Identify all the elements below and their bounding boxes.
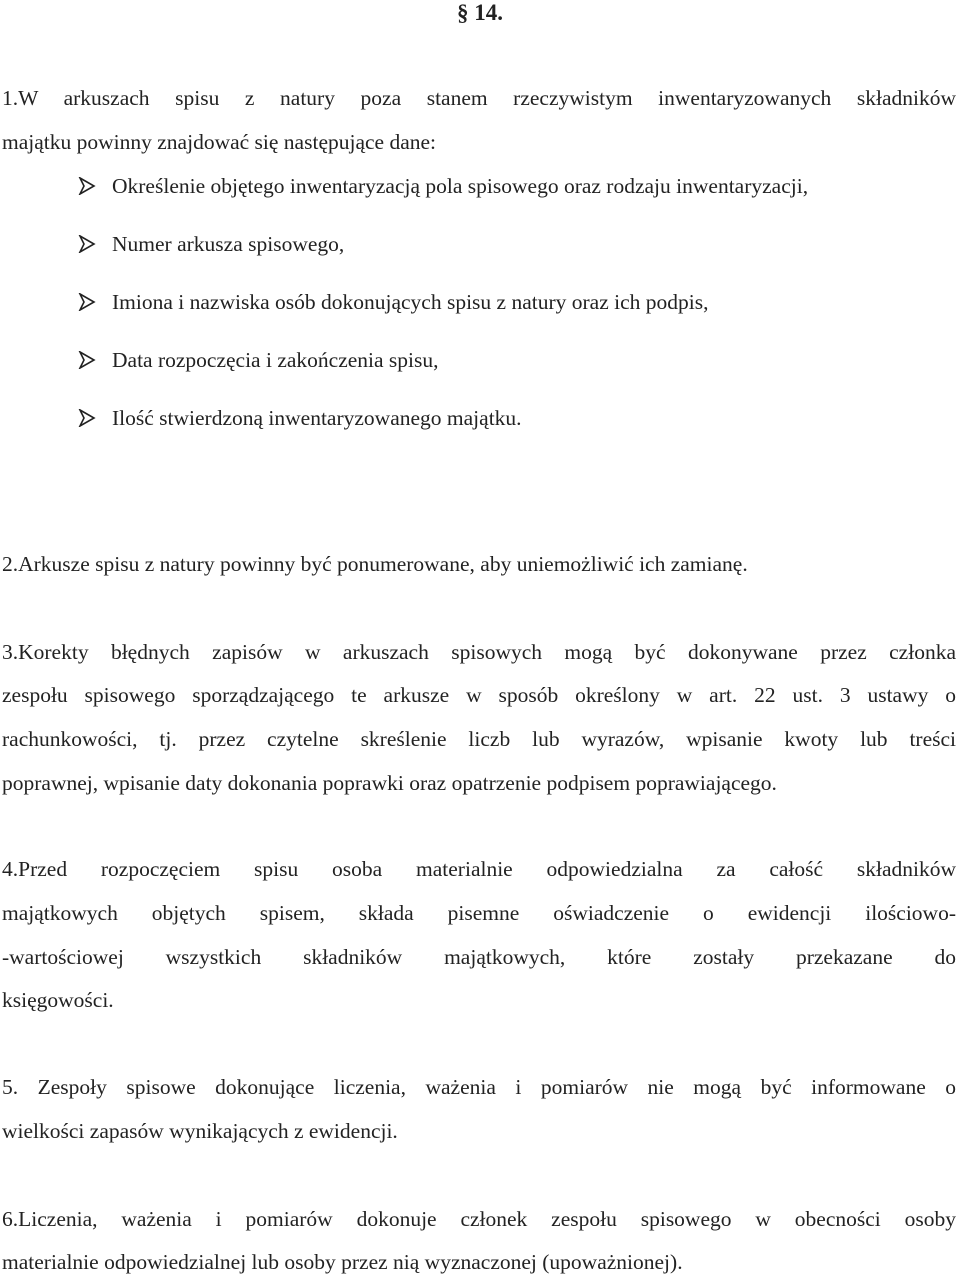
paragraph-4-line-4: księgowości.	[2, 988, 114, 1012]
paragraph-4-line-1: 4.Przed rozpoczęciem spisu osoba materialnie odpowiedzialna za całość składników	[2, 857, 956, 881]
list-item-text: Imiona i nazwiska osób dokonujących spisu z natury oraz ich podpis,	[112, 290, 709, 314]
list-item-text: Numer arkusza spisowego,	[112, 232, 345, 256]
paragraph-3-line-1: 3.Korekty błędnych zapisów w arkuszach spisowych mogą być dokonywane przez członka	[2, 640, 956, 664]
paragraph-3-line-4: poprawnej, wpisanie daty dokonania poprawki oraz opatrzenie podpisem poprawiającego.	[2, 771, 777, 795]
list-item-text: Określenie objętego inwentaryzacją pola spisowego oraz rodzaju inwentaryzacji,	[112, 174, 809, 198]
paragraph-4-line-2: majątkowych objętych spisem, składa pisemne oświadczenie o ewidencji ilościowo-	[2, 901, 956, 925]
paragraph-3-line-2: zespołu spisowego sporządzającego te arkusze w sposób określony w art. 22 ust. 3 ustawy o	[2, 683, 956, 707]
paragraph-5-line-2: wielkości zapasów wynikających z ewidencji.	[2, 1119, 398, 1143]
arrow-bullet-icon	[78, 177, 96, 195]
paragraph-1-line-1: 1.W arkuszach spisu z natury poza stanem rzeczywistym inwentaryzowanych składników	[2, 86, 956, 110]
list-item-text: Ilość stwierdzoną inwentaryzowanego majątku.	[112, 406, 522, 430]
list-item	[78, 403, 522, 433]
paragraph-4-line-3: -wartościowej wszystkich składników majątkowych, które zostały przekazane do	[2, 945, 956, 969]
paragraph-1-line-2: majątku powinny znajdować się następujące dane:	[2, 130, 437, 154]
list-item-text: Data rozpoczęcia i zakończenia spisu,	[112, 348, 439, 372]
list-item	[78, 229, 344, 259]
list-item	[78, 171, 808, 201]
arrow-bullet-icon	[78, 351, 96, 369]
arrow-bullet-icon	[78, 293, 96, 311]
arrow-bullet-icon	[78, 235, 96, 253]
paragraph-6-line-1: 6.Liczenia, ważenia i pomiarów dokonuje członek zespołu spisowego w obecności osoby	[2, 1207, 956, 1231]
list-item	[78, 287, 709, 317]
arrow-bullet-icon	[78, 409, 96, 427]
paragraph-3-line-3: rachunkowości, tj. przez czytelne skreślenie liczb lub wyrazów, wpisanie kwoty lub treści	[2, 727, 956, 751]
paragraph-6-line-2: materialnie odpowiedzialnej lub osoby przez nią wyznaczonej (upoważnionej).	[2, 1250, 683, 1274]
section-heading: § 14.	[457, 0, 503, 25]
paragraph-2-line-1: 2.Arkusze spisu z natury powinny być ponumerowane, aby uniemożliwić ich zamianę.	[2, 552, 748, 576]
paragraph-5-line-1: 5. Zespoły spisowe dokonujące liczenia, ważenia i pomiarów nie mogą być informowane o	[2, 1075, 956, 1099]
list-item	[78, 345, 439, 375]
